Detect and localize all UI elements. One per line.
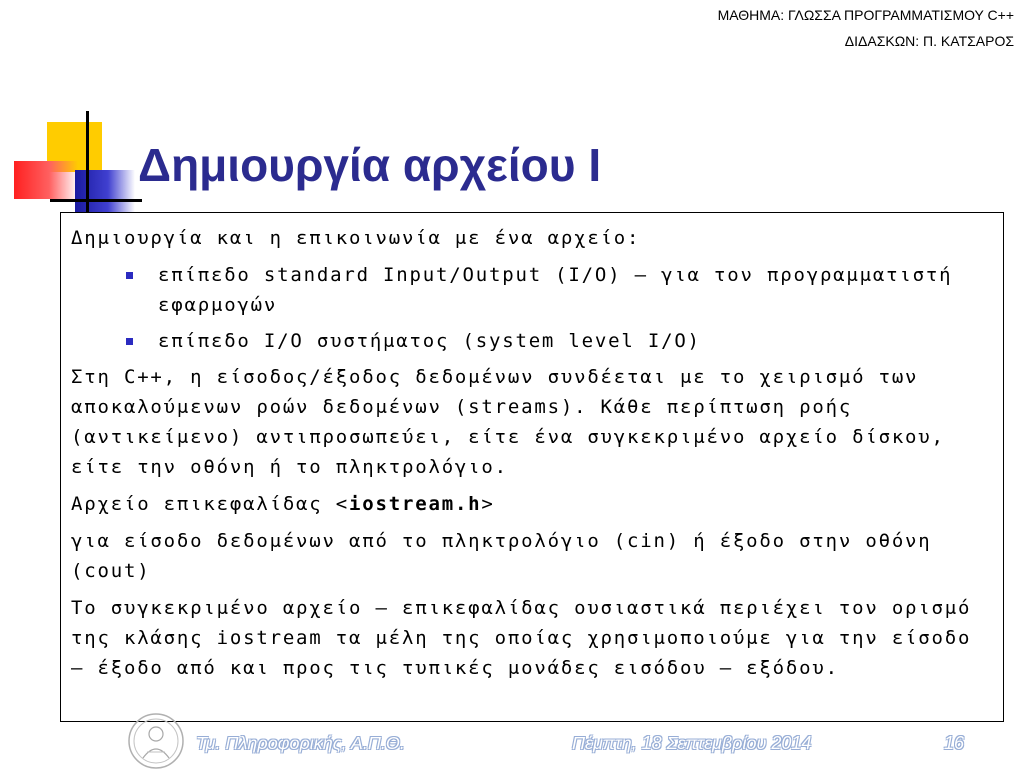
header-file-suffix: > xyxy=(481,493,495,515)
decor-blue-square xyxy=(75,170,135,215)
bullet-item xyxy=(71,326,995,356)
intro-paragraph: Δημιουργία και η επικοινωνία με ένα αρχείο: xyxy=(71,227,641,249)
streams-paragraph: Στη C++, η είσοδος/έξοδος δεδομένων συνδέεται με το χειρισμό των αποκαλούμενων ροών δεδομένων (streams). Κάθε περίπτωση ροής (αντικείμενο) αντιπροσωπεύει, είτε ένα συγκεκριμένο αρχείο δίσκου, είτε την οθόνη ή το πληκτρολόγιο. xyxy=(71,366,945,478)
bullet-item xyxy=(71,260,995,320)
instructor-header: ΔΙΔΑΣΚΩΝ: Π. ΚΑΤΣΑΡΟΣ xyxy=(844,33,1014,49)
bullet-square-icon xyxy=(126,338,133,345)
slide-title: Δημιουργία αρχείου Ι xyxy=(138,139,602,191)
header-file-paragraph xyxy=(71,489,995,519)
footer-page-number: 16 xyxy=(944,733,965,753)
bullet-text: επίπεδο standard Input/Output (I/O) – για τον προγραμματιστή εφαρμογών xyxy=(158,264,953,316)
course-header: ΜΑΘΗΜΑ: ΓΛΩΣΣΑ ΠΡΟΓΡΑΜΜΑΤΙΣΜΟΥ C++ xyxy=(717,7,1014,23)
decor-red-square xyxy=(14,161,78,199)
iostream-paragraph: Το συγκεκριμένο αρχείο – επικεφαλίδας ουσιαστικά περιέχει τον ορισμό της κλάσης iostream τα μέλη της οποίας χρησιμοποιούμε για την είσοδο – έξοδο από και προς τις τυπικές μονάδες εισόδου – εξόδου. xyxy=(71,597,972,679)
header-file-name: iostream.h xyxy=(349,493,482,515)
header-file-prefix: Αρχείο επικεφαλίδας < xyxy=(71,493,350,515)
university-seal-icon xyxy=(127,712,185,770)
footer-department: Τμ. Πληροφορικής, Α.Π.Θ. xyxy=(196,733,405,753)
cin-cout-paragraph: για είσοδο δεδομένων από το πληκτρολόγιο (cin) ή έξοδο στην οθόνη (cout) xyxy=(71,530,932,582)
bullet-text: επίπεδο I/O συστήματος (system level I/O) xyxy=(158,330,701,352)
footer-date: Πέμπτη, 18 Σεπτεμβρίου 2014 xyxy=(572,733,812,753)
decor-horizontal-line xyxy=(50,199,142,202)
content-box xyxy=(60,212,1004,722)
bullet-square-icon xyxy=(126,272,133,279)
